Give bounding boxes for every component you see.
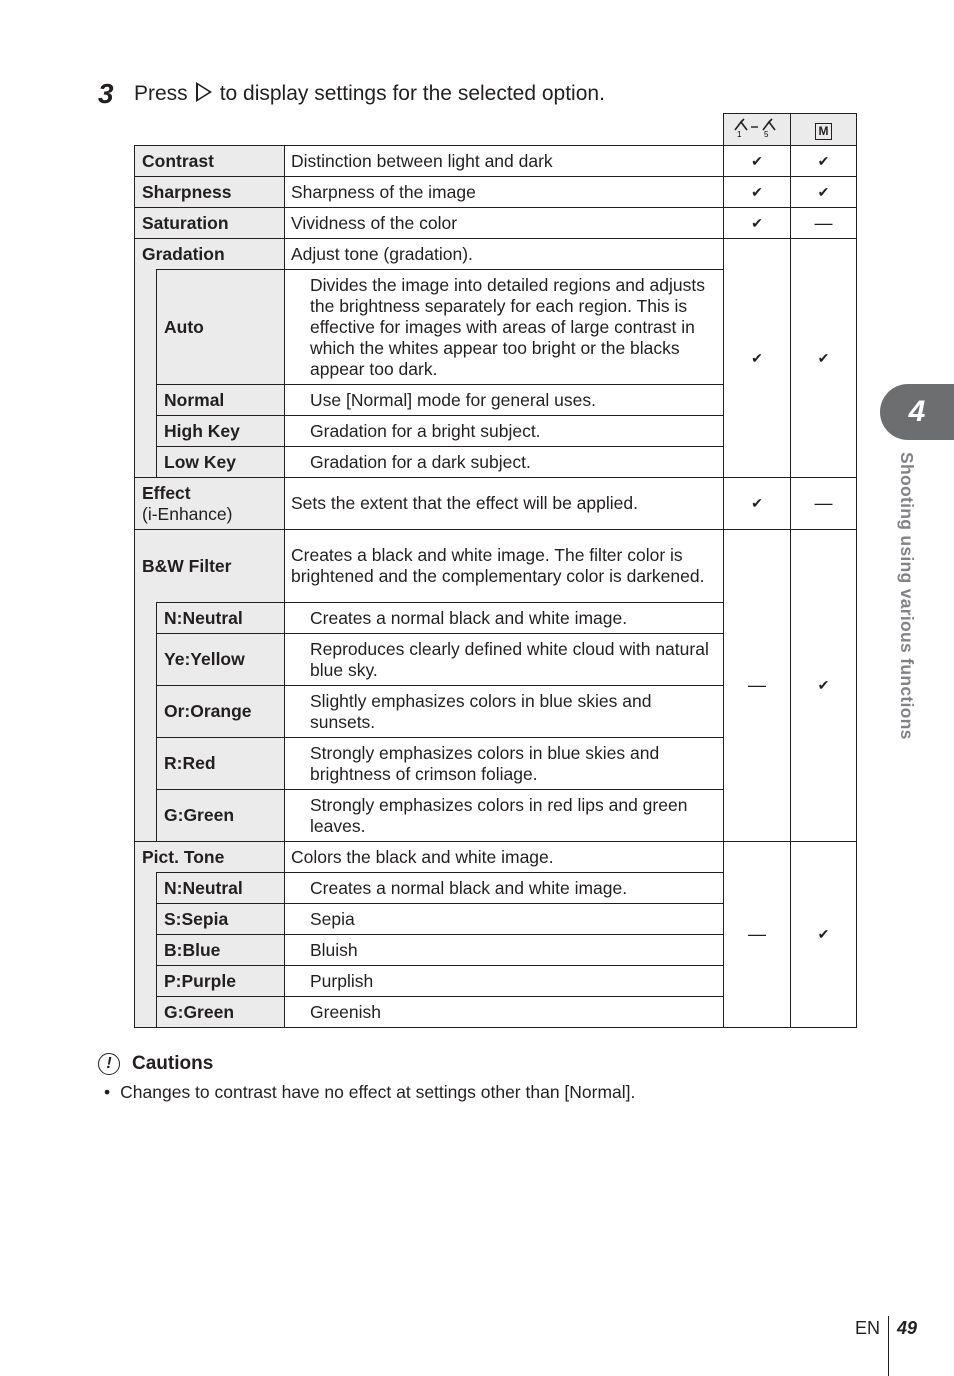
row-desc-effect: Sets the extent that the effect will be applied. [285, 478, 724, 530]
check-icon: ✔ [724, 478, 791, 530]
dash-mark: — [791, 478, 857, 530]
chapter-side-title: Shooting using various functions [897, 452, 917, 740]
row-desc-saturation: Vividness of the color [285, 208, 724, 239]
sub-label-ye-yellow: Ye:Yellow [157, 634, 285, 686]
row-label-bw-filter: B&W Filter [135, 530, 285, 603]
sub-desc-b-blue: Bluish [285, 935, 724, 966]
row-label-gradation: Gradation [135, 239, 285, 270]
row-label-contrast: Contrast [135, 146, 285, 177]
sub-label-n-neutral: N:Neutral [157, 603, 285, 634]
row-label-saturation: Saturation [135, 208, 285, 239]
row-label-sharpness: Sharpness [135, 177, 285, 208]
cautions-title: Cautions [132, 1053, 214, 1074]
check-icon: ✔ [791, 239, 857, 478]
dash-mark: — [724, 530, 791, 842]
sub-desc-normal: Use [Normal] mode for general uses. [285, 385, 724, 416]
art-filter-column-header [724, 114, 791, 146]
row-desc-contrast: Distinction between light and dark [285, 146, 724, 177]
sub-label-high-key: High Key [157, 416, 285, 447]
step-text-after: to display settings for the selected option. [219, 82, 605, 105]
table-row [135, 530, 857, 603]
cautions-heading [98, 1053, 213, 1075]
svg-text:5: 5 [764, 130, 769, 138]
sub-desc-n-neutral: Creates a normal black and white image. [285, 603, 724, 634]
sub-label-g-green: G:Green [157, 790, 285, 842]
table-row [135, 177, 857, 208]
sub-label-n-neutral: N:Neutral [157, 873, 285, 904]
table-row [135, 842, 857, 873]
dash-mark: — [791, 208, 857, 239]
footer-divider [888, 1316, 889, 1376]
sub-desc-r-red: Strongly emphasizes colors in blue skies and brightness of crimson foliage. [285, 738, 724, 790]
svg-text:1: 1 [737, 130, 742, 138]
sub-label-r-red: R:Red [157, 738, 285, 790]
right-arrow-icon [196, 82, 212, 102]
row-desc-gradation: Adjust tone (gradation). [285, 239, 724, 270]
sub-desc-g-green: Greenish [285, 997, 724, 1028]
sub-label-p-purple: P:Purple [157, 966, 285, 997]
row-desc-bw-filter: Creates a black and white image. The filter color is brightened and the complementary color is darkened. [285, 530, 724, 603]
check-icon: ✔ [724, 177, 791, 208]
settings-table [134, 113, 857, 1028]
sub-desc-g-green: Strongly emphasizes colors in red lips and green leaves. [285, 790, 724, 842]
page-number: 49 [897, 1317, 918, 1338]
row-label-pict-tone: Pict. Tone [135, 842, 285, 873]
sub-desc-low-key: Gradation for a dark subject. [285, 447, 724, 478]
caution-icon: ! [98, 1053, 120, 1075]
table-row [135, 208, 857, 239]
step-number: 3 [98, 78, 114, 109]
check-icon: ✔ [791, 177, 857, 208]
chapter-tab: 4 [880, 384, 954, 440]
check-icon: ✔ [724, 239, 791, 478]
art-filter-1-5-icon [731, 116, 783, 138]
row-label-effect: Effect (i-Enhance) [135, 478, 285, 530]
table-row [135, 146, 857, 177]
bullet-icon: • [104, 1082, 111, 1102]
check-icon: ✔ [724, 146, 791, 177]
check-icon: ✔ [791, 530, 857, 842]
row-desc-sharpness: Sharpness of the image [285, 177, 724, 208]
sub-label-b-blue: B:Blue [157, 935, 285, 966]
page-footer [855, 1298, 917, 1358]
sub-label-s-sepia: S:Sepia [157, 904, 285, 935]
manual-mode-icon: M [815, 123, 832, 140]
sub-desc-high-key: Gradation for a bright subject. [285, 416, 724, 447]
dash-mark: — [724, 842, 791, 1028]
sub-desc-auto: Divides the image into detailed regions and adjusts the brightness separately for each region. This is effective for images with areas of large contrast in which the whites appear too bright or the blacks appear too dark. [285, 270, 724, 385]
sub-desc-ye-yellow: Reproduces clearly defined white cloud with natural blue sky. [285, 634, 724, 686]
footer-lang: EN [855, 1317, 881, 1338]
sub-label-g-green: G:Green [157, 997, 285, 1028]
sub-label-normal: Normal [157, 385, 285, 416]
check-icon: ✔ [791, 842, 857, 1028]
sub-desc-n-neutral: Creates a normal black and white image. [285, 873, 724, 904]
manual-column-header [791, 114, 857, 146]
table-row [135, 239, 857, 270]
sub-desc-s-sepia: Sepia [285, 904, 724, 935]
sub-label-low-key: Low Key [157, 447, 285, 478]
sub-label-or-orange: Or:Orange [157, 686, 285, 738]
check-icon: ✔ [724, 208, 791, 239]
sub-label-auto: Auto [157, 270, 285, 385]
table-row [135, 478, 857, 530]
row-desc-pict-tone: Colors the black and white image. [285, 842, 724, 873]
sub-desc-or-orange: Slightly emphasizes colors in blue skies and sunsets. [285, 686, 724, 738]
step-heading [98, 78, 605, 110]
step-text-before: Press [134, 82, 188, 105]
sub-desc-p-purple: Purplish [285, 966, 724, 997]
cautions-bullet: • Changes to contrast have no effect at settings other than [Normal]. [104, 1082, 636, 1102]
check-icon: ✔ [791, 146, 857, 177]
